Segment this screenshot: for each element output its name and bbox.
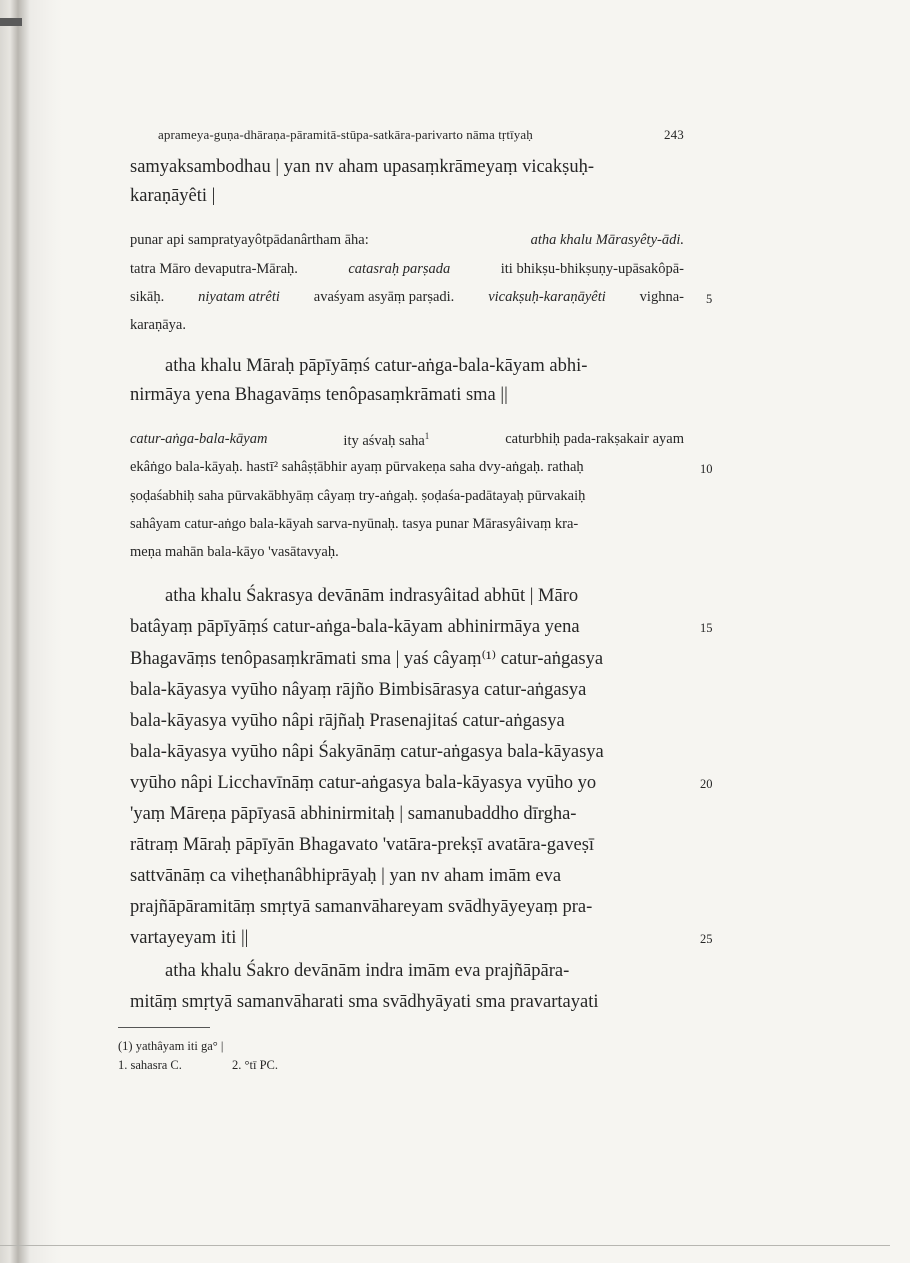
text-line: samyaksambodhau | yan nv aham upasaṃkrāmeyaṃ vicakṣuḥ- — [130, 157, 595, 177]
text-line: atha khalu Śakrasya devānām indrasyâitad abhūt | Māro — [165, 586, 579, 606]
text-line: rātraṃ Māraḥ pāpīyān Bhagavato 'vatāra-prekṣī avatāra-gaveṣī — [130, 835, 595, 855]
text-line: prajñāpāramitāṃ smṛtyā samanvāhareyam svādhyāyeyaṃ pra- — [130, 897, 593, 917]
line-number: 10 — [700, 462, 713, 476]
text-line: bala-kāyasya vyūho nâpi rājñaḥ Prasenajitaś catur-aṅgasya — [130, 711, 565, 731]
commentary-italic: atha khalu Mārasyêty-ādi. — [530, 232, 684, 248]
commentary-line — [130, 233, 684, 248]
line-number: 15 — [700, 621, 713, 635]
line-number: 20 — [700, 777, 713, 791]
footnote-rule — [118, 1027, 210, 1028]
commentary-segment: caturbhiḥ pada-rakṣakair ayam — [505, 431, 684, 447]
text-line: 'yaṃ Māreṇa pāpīyasā abhinirmitaḥ | samanubaddho dīrgha- — [130, 804, 577, 824]
commentary-segment: tatra Māro devaputra-Māraḥ. — [130, 261, 298, 277]
commentary-line: karaṇāya. — [130, 317, 186, 333]
footnote: 1. sahasra C. — [118, 1058, 182, 1072]
text-line: bala-kāyasya vyūho nâpi Śakyānāṃ catur-aṅgasya bala-kāyasya — [130, 742, 604, 762]
footnote: (1) yathâyam iti ga° | — [118, 1039, 224, 1053]
commentary-italic: niyatam atrêti — [198, 289, 280, 305]
footnote: 2. °tī PC. — [232, 1058, 278, 1072]
line-number: 25 — [700, 932, 713, 946]
text-line: karaṇāyêti | — [130, 186, 216, 206]
commentary-line — [130, 290, 684, 305]
commentary-segment: vighna- — [639, 289, 684, 305]
footnote-marker: 1 — [424, 431, 430, 441]
text-line: nirmāya yena Bhagavāṃs tenôpasaṃkrāmati sma || — [130, 385, 508, 405]
commentary-line: meṇa mahān bala-kāyo 'vasātavyaḥ. — [130, 544, 339, 560]
text-line: atha khalu Māraḥ pāpīyāṃś catur-aṅga-bala-kāyam abhi- — [165, 356, 588, 376]
text-line: Bhagavāṃs tenôpasaṃkrāmati sma | yaś câyaṃ⁽¹⁾ catur-aṅgasya — [130, 649, 604, 669]
text-line: bala-kāyasya vyūho nâyaṃ rājño Bimbisārasya catur-aṅgasya — [130, 680, 587, 700]
commentary-segment: punar api sampratyayôtpādanârtham āha: — [130, 232, 369, 248]
text-line: vyūho nâpi Licchavīnāṃ catur-aṅgasya bala-kāyasya vyūho yo — [130, 773, 597, 793]
text-line: batâyaṃ pāpīyāṃś catur-aṅga-bala-kāyam abhinirmāya yena — [130, 617, 580, 637]
line-number: 5 — [706, 292, 713, 306]
commentary-line: sahâyam catur-aṅgo bala-kāyah sarva-nyūnaḥ. tasya punar Mārasyâivaṃ kra- — [130, 516, 579, 532]
commentary-segment: iti bhikṣu-bhikṣuṇy-upāsakôpā- — [500, 261, 684, 277]
commentary-line: ekâṅgo bala-kāyaḥ. hastī² sahâṣṭābhir ayaṃ pūrvakeṇa saha dvy-aṅgaḥ. rathaḥ — [130, 459, 584, 475]
running-header: aprameya-guṇa-dhāraṇa-pāramitā-stūpa-satkāra-parivarto nāma tṛtīyaḥ — [158, 127, 533, 142]
book-spine-shadow — [0, 0, 62, 1263]
commentary-segment: sikāḥ. — [130, 289, 165, 305]
text-line: mitāṃ smṛtyā samanvāharati sma svādhyāyati sma pravartayati — [130, 992, 599, 1012]
commentary-italic: vicakṣuḥ-karaṇāyêti — [488, 289, 606, 305]
commentary-segment: ity aśvaḥ saha — [343, 432, 425, 449]
text-line: vartayeyam iti || — [130, 928, 249, 948]
commentary-line — [130, 432, 684, 448]
page-bottom-edge — [0, 1245, 890, 1246]
spine-mark — [0, 18, 22, 26]
text-line: atha khalu Śakro devānām indra imām eva prajñāpāra- — [165, 961, 570, 981]
page-number: 243 — [664, 127, 684, 142]
text-line: sattvānāṃ ca viheṭhanâbhiprāyaḥ | yan nv aham imām eva — [130, 866, 562, 886]
commentary-line — [130, 262, 684, 277]
commentary-italic: catur-aṅga-bala-kāyam — [130, 431, 268, 447]
commentary-italic: catasraḥ parṣada — [348, 261, 451, 277]
commentary-line: ṣoḍaśabhiḥ saha pūrvakābhyāṃ câyaṃ try-aṅgaḥ. ṣoḍaśa-padātayaḥ pūrvakaiḥ — [130, 488, 586, 504]
commentary-segment: avaśyam asyāṃ parṣadi. — [313, 289, 455, 305]
